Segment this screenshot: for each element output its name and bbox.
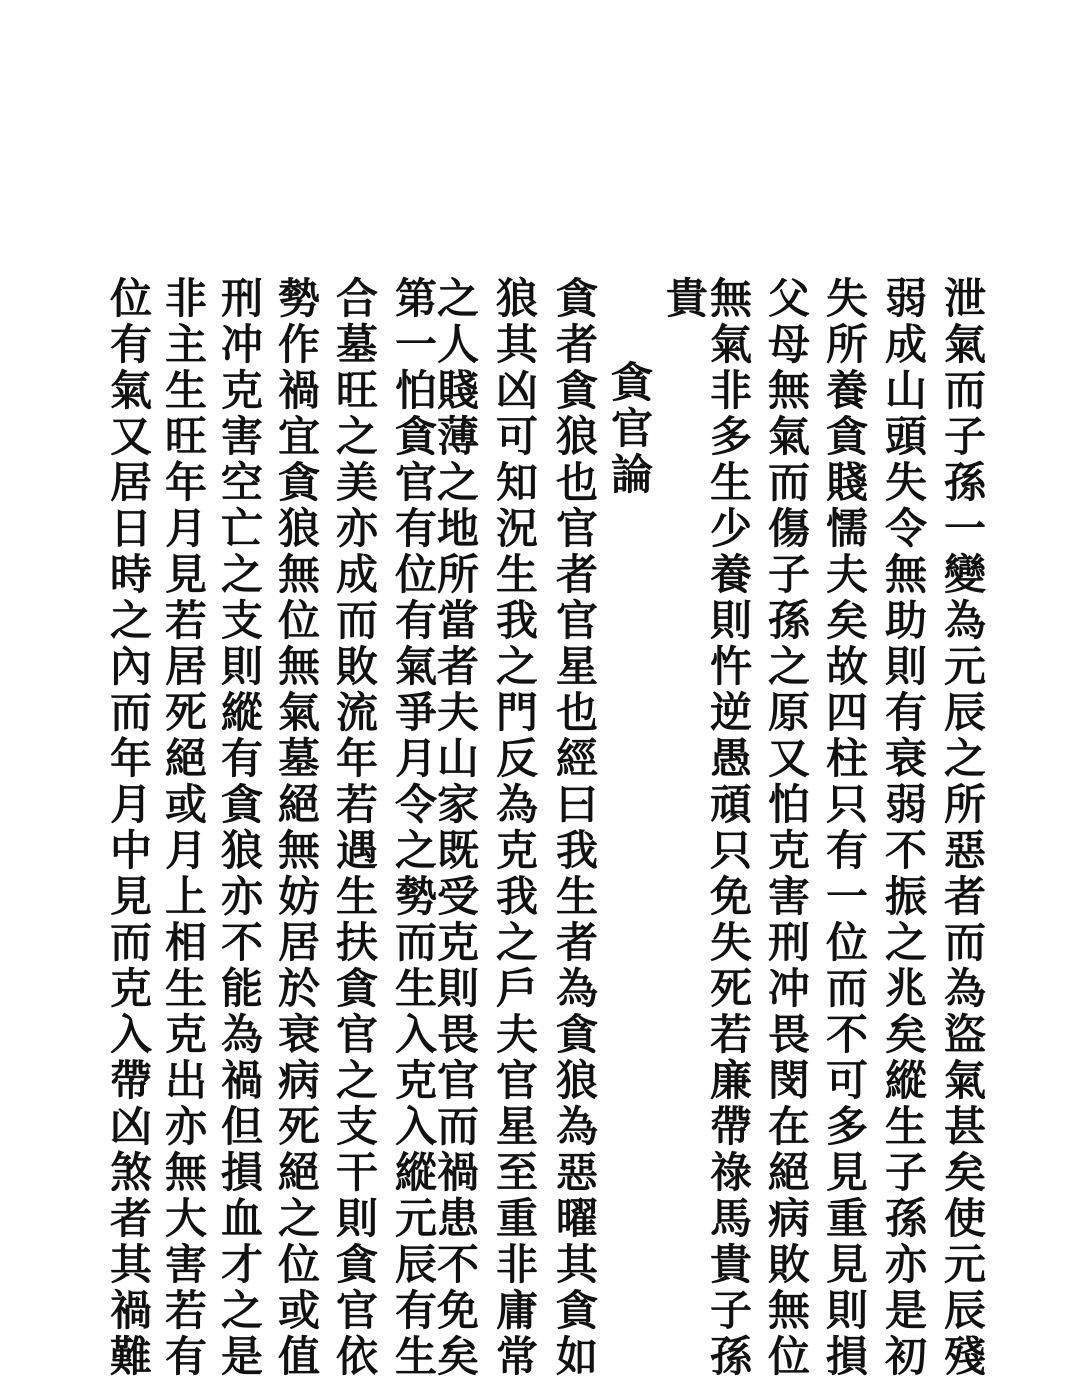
text-column-12: 合墓旺之美亦成而敗流年若遇生扶貪官之支干則貪官依: [330, 276, 379, 1380]
text-column-14: 刑冲克害空亡之支則縱有貪狼亦不能為禍但損血才之是: [215, 276, 264, 1380]
text-column-1: 泄氣而子孫一變為元辰之所惡者而為盜氣甚矣使元辰殘: [938, 276, 987, 1380]
text-column-5: 無氣非多生少養則忤逆愚頑只免失死若廉帶祿馬貴子孫: [704, 276, 753, 1380]
text-column-13: 勢作禍宜貪狼無位無氣墓絕無妨居於衰病死絕之位或值: [272, 276, 321, 1380]
text-column-16: 位有氣又居日時之內而年月中見而克入帶凶煞者其禍難: [104, 276, 153, 1380]
text-column-11: 第一怕貪官有位有氣爭月令之勢而生入克入縱元辰有生: [389, 276, 438, 1380]
text-column-15: 非主生旺年月見若居死絕或月上相生克出亦無大害若有: [159, 276, 208, 1380]
text-column-8: 貪者貪狼也官者官星也經曰我生者為貪狼為惡曜其貪如: [550, 276, 599, 1380]
section-title: 貪官論: [605, 360, 654, 498]
text-column-4: 父母無氣而傷子孫之原又怕克害刑冲畏閔在絕病敗無位: [762, 276, 811, 1380]
text-column-10: 之人賤薄之地所當者夫山家既受克則畏官而禍患不免矣: [431, 276, 480, 1380]
text-column-9: 狼其凶可知況生我之門反為克我之戶夫官星至重非庸常: [490, 276, 539, 1380]
text-column-3: 失所養貪賤懦夫矣故四柱只有一位而不可多見重見則損: [820, 276, 869, 1380]
text-column-6: 貴: [660, 276, 709, 322]
text-column-2: 弱成山頭失令無助則有衰弱不振之兆矣縱生子孫亦是初: [879, 276, 928, 1380]
